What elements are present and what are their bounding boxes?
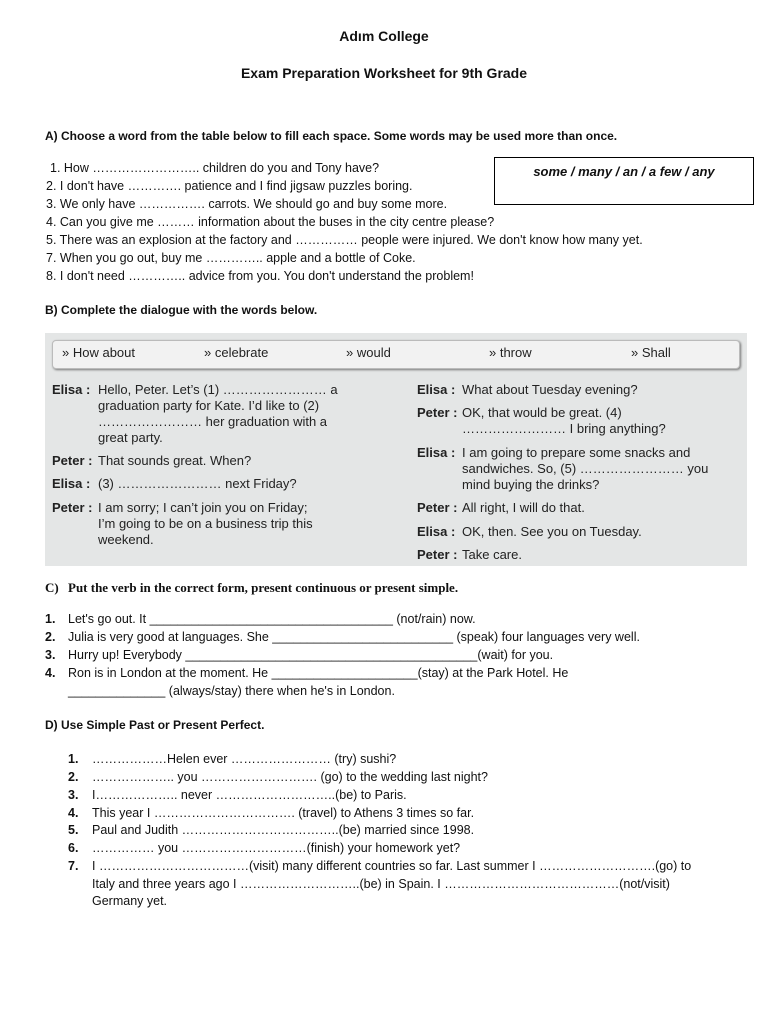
section-a-item-2: 2. I don't have …………. patience and I find jigsaw puzzles boring. — [46, 179, 413, 193]
section-d-item: ……………….. you ………………………. (go) to the wedding last night? — [92, 770, 488, 784]
section-d-num: 6. — [68, 841, 79, 855]
section-a-item-4: 4. Can you give me ……… information about the buses in the city centre please? — [46, 215, 495, 229]
dialogue-line: I am sorry; I can’t join you on Friday; I’m going to be on a business trip this weekend. — [98, 500, 313, 547]
section-c-num: 1. — [45, 612, 56, 626]
word-how-about: » How about — [62, 345, 135, 360]
section-a-item-5: 5. There was an explosion at the factory and …………… people were injured. We don't know how many yet. — [46, 233, 643, 247]
word-box-text: some / many / an / a few / any — [533, 164, 715, 179]
word-box — [494, 157, 754, 205]
section-d-instruction: D) Use Simple Past or Present Perfect. — [45, 718, 265, 732]
section-c-item: Ron is in London at the moment. He _____________________(stay) at the Park Hotel. He — [68, 666, 569, 680]
dialogue-line: (3) …………………… next Friday? — [98, 476, 297, 491]
section-d-num: 2. — [68, 770, 79, 784]
section-d-num: 5. — [68, 823, 79, 837]
section-d-item: ………………Helen ever …………………… (try) sushi? — [92, 752, 397, 766]
section-a-instruction: A) Choose a word from the table below to fill each space. Some words may be used more than once. — [45, 129, 618, 143]
section-c-label: C) — [45, 580, 59, 595]
speaker-peter: Peter : — [417, 405, 458, 420]
section-c-item: Julia is very good at languages. She __________________________ (speak) four languages very well. — [68, 630, 640, 644]
dialogue-line: Take care. — [462, 547, 522, 562]
section-d-item: I ………………………………(visit) many different countries so far. Last summer I ……………………….(go) to — [92, 859, 692, 873]
speaker-peter: Peter : — [52, 500, 93, 515]
section-c-item: Hurry up! Everybody __________________________________________(wait) for you. — [68, 648, 554, 662]
dialogue-line: What about Tuesday evening? — [462, 382, 638, 397]
section-d-num: 1. — [68, 752, 79, 766]
section-c-item: Let's go out. It ___________________________________ (not/rain) now. — [68, 612, 476, 626]
section-d-item: …………… you …………………………(finish) your homework yet? — [92, 841, 461, 855]
word-shall: » Shall — [631, 345, 671, 360]
college-name: Adım College — [339, 28, 429, 44]
dialogue-line: OK, then. See you on Tuesday. — [462, 524, 642, 539]
section-a-item-3: 3. We only have ……………. carrots. We should go and buy some more. — [46, 197, 448, 211]
dialogue-line: Hello, Peter. Let’s (1) …………………… a graduation party for Kate. I’d like to (2) …………………… her graduation with a great party. — [98, 382, 338, 445]
dialogue-line: OK, that would be great. (4) …………………… I bring anything? — [462, 405, 666, 436]
section-d-item: Paul and Judith ………………………………..(be) married since 1998. — [92, 823, 475, 837]
speaker-elisa: Elisa : — [52, 382, 91, 397]
word-would: » would — [346, 345, 391, 360]
section-c-instruction: Put the verb in the correct form, present continuous or present simple. — [68, 580, 459, 595]
dialogue-line: All right, I will do that. — [462, 500, 585, 515]
speaker-peter: Peter : — [52, 453, 93, 468]
speaker-peter: Peter : — [417, 547, 458, 562]
speaker-elisa: Elisa : — [52, 476, 91, 491]
section-c-num: 2. — [45, 630, 56, 644]
section-d-num: 7. — [68, 859, 79, 873]
speaker-elisa: Elisa : — [417, 445, 456, 460]
section-b-instruction: B) Complete the dialogue with the words below. — [45, 303, 318, 317]
speaker-peter: Peter : — [417, 500, 458, 515]
dialogue-line: That sounds great. When? — [98, 453, 252, 468]
section-c-num: 4. — [45, 666, 56, 680]
section-a-item-8: 8. I don't need ………….. advice from you. You don't understand the problem! — [46, 269, 474, 283]
word-celebrate: » celebrate — [204, 345, 269, 360]
word-throw: » throw — [489, 345, 532, 360]
section-d-num: 3. — [68, 788, 79, 802]
section-c-item: ______________ (always/stay) there when he's in London. — [68, 684, 395, 698]
speaker-elisa: Elisa : — [417, 382, 456, 397]
section-a-item-7: 7. When you go out, buy me ………….. apple and a bottle of Coke. — [46, 251, 416, 265]
section-d-item: Italy and three years ago I ………………………..(be) in Spain. I ……………………………………(not/visit) — [92, 877, 670, 891]
section-d-item: I……………….. never ………………………..(be) to Paris. — [92, 788, 407, 802]
dialogue-line: I am going to prepare some snacks and sandwiches. So, (5) …………………… you mind buying the drinks? — [462, 445, 709, 492]
section-d-item: Germany yet. — [92, 894, 168, 908]
section-d-item: This year I ……………………………. (travel) to Athens 3 times so far. — [92, 806, 475, 820]
section-c-num: 3. — [45, 648, 56, 662]
section-a-item-1: 1. How …………………….. children do you and Tony have? — [50, 161, 380, 175]
speaker-elisa: Elisa : — [417, 524, 456, 539]
worksheet-title: Exam Preparation Worksheet for 9th Grade — [240, 65, 528, 81]
section-d-num: 4. — [68, 806, 79, 820]
